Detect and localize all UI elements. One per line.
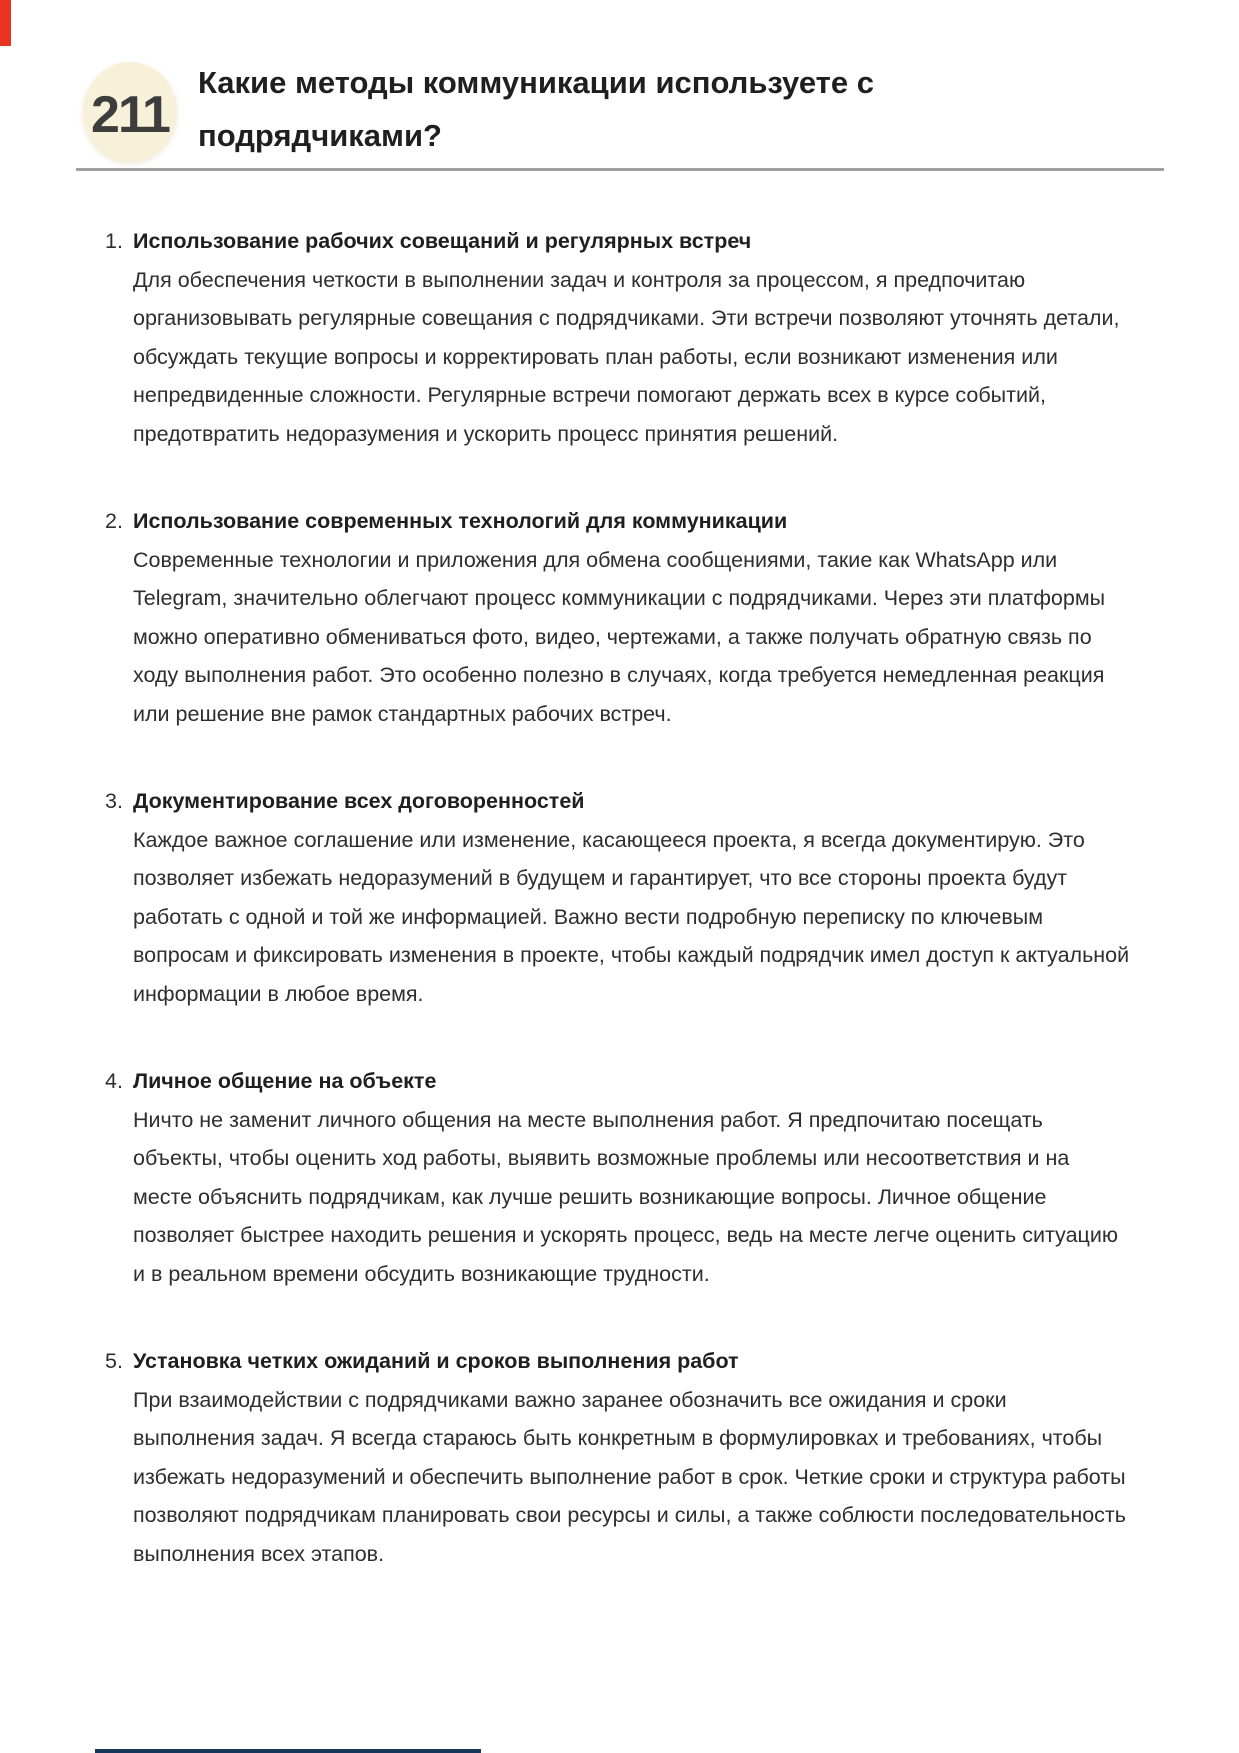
item-number: 5. [105,1349,123,1373]
item-body: Каждое важное соглашение или изменение, касающееся проекта, я всегда документирую. Это позволяет избежать недоразумений в будущем и гарантирует, что все стороны проекта будут работать с одной и той же информацией. Важно вести подробную переписку по ключевым вопросам и фиксировать изменения в проекте, чтобы каждый подрядчик имел доступ к актуальной информации в любое время. [133,827,1130,1006]
item-heading: Личное общение на объекте [133,1069,437,1093]
page-title-line-2: подрядчиками? [198,118,442,153]
item-heading: Установка четких ожиданий и сроков выполнения работ [133,1349,739,1373]
question-number-badge [83,62,177,162]
item-number: 4. [105,1069,123,1093]
list-item [105,1062,1133,1293]
item-number: 3. [105,789,123,813]
item-body: Для обеспечения четкости в выполнении задач и контроля за процессом, я предпочитаю организовывать регулярные совещания с подрядчиками. Эти встречи позволяют уточнять детали, обсуждать текущие вопросы и корректировать план работы, если возникают изменения или непредвиденные сложности. Регулярные встречи помогают держать всех в курсе событий, предотвратить недоразумения и ускорить процесс принятия решений. [133,267,1120,446]
list-item [105,222,1133,453]
item-heading: Документирование всех договоренностей [133,789,585,813]
item-body: Ничто не заменит личного общения на месте выполнения работ. Я предпочитаю посещать объекты, чтобы оценить ход работы, выявить возможные проблемы или несоответствия и на месте объяснить подрядчикам, как лучше решить возникающие вопросы. Личное общение позволяет быстрее находить решения и ускорять процесс, ведь на месте легче оценить ситуацию и в реальном времени обсудить возникающие трудности. [133,1107,1118,1286]
item-body: Современные технологии и приложения для обмена сообщениями, такие как WhatsApp или Telegram, значительно облегчают процесс коммуникации с подрядчиками. Через эти платформы можно оперативно обмениваться фото, видео, чертежами, а также получать обратную связь по ходу выполнения работ. Это особенно полезно в случаях, когда требуется немедленная реакция или решение вне рамок стандартных рабочих встреч. [133,547,1106,726]
item-number: 2. [105,509,123,533]
list-item [105,502,1133,733]
list-item [105,1342,1133,1573]
item-heading: Использование рабочих совещаний и регулярных встреч [133,229,752,253]
item-heading: Использование современных технологий для коммуникации [133,509,788,533]
answer-list [0,172,1239,1573]
item-number: 1. [105,229,123,253]
list-item [105,782,1133,1013]
item-body: При взаимодействии с подрядчиками важно заранее обозначить все ожидания и сроки выполнения задач. Я всегда стараюсь быть конкретным в формулировках и требованиях, чтобы избежать недоразумений и обеспечить выполнение работ в срок. Четкие сроки и структура работы позволяют подрядчикам планировать свои ресурсы и силы, а также соблюсти последовательность выполнения всех этапов. [133,1387,1126,1566]
page-title-line-1: Какие методы коммуникации используете с [198,65,874,100]
page-title [198,56,1158,162]
header-divider [76,168,1164,171]
question-header [0,0,1239,172]
page-bottom-bar [95,1749,481,1753]
question-number: 211 [91,86,169,144]
